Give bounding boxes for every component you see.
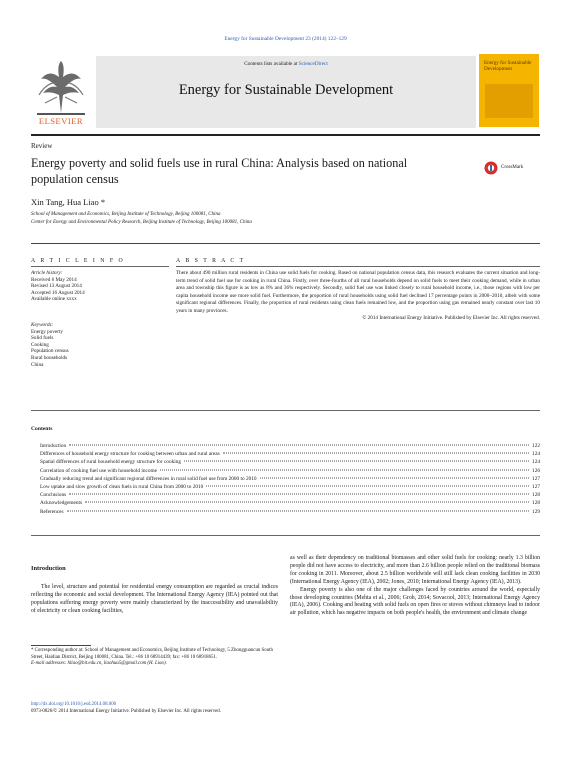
abstract-body: There about 490 million rural residents in China use solid fuels for cooking. Based on national population census data, this research evaluates the current situation and long-term trend of solid fuel use for cooking in rural China. Firstly, over three-fourths of all rural households depend on solid fuels to meet their cooking demand, while in urban area and township this figure is as low as 8% and 36% respectively. Secondly, solid fuel use was linked closely to rural household income, i.e., those regions with low per capita household income use more solid fuel. Furthermore, the proportion of rural households using solid fuel declined 17 percentage points in 2000–2010, albeit with some significant regional differences. Finally, the proportion of rural residents using clean fuels remained low, and the proportion using gas remained nearly constant over last 10 years in many provinces.: [176, 270, 540, 314]
keyword: Solid fuels: [31, 335, 54, 342]
heading-rule: [31, 243, 540, 244]
toc-leader: [69, 445, 529, 446]
introduction-paragraph-1-cont: as well as their dependency on traditional biomasses and other solid fuels for cooking: nearly 1.3 billion people did not have access to electricity, and more than 2.6 billion people relied on the traditional biomass for cooking in 2011. Moreover, about 2.5 billion worldwide will still lack clean cooking facilities in 2030 (International Energy Agency (IEA), 2002; Jones, 2010; International Energy Agency (IEA), 2013).: [290, 555, 540, 585]
table-of-contents: [40, 443, 540, 517]
toc-item-page: 122: [532, 443, 540, 449]
toc-item-page: 129: [532, 508, 540, 515]
toc-item-page: 127: [532, 475, 540, 482]
toc-item-title[interactable]: Introduction: [40, 443, 67, 449]
cover-title: Energy for Sustainable Development: [484, 60, 532, 72]
toc-item-page: 128: [532, 492, 540, 499]
toc-leader: [223, 453, 529, 454]
toc-item[interactable]: [40, 500, 540, 508]
toc-item[interactable]: [40, 509, 540, 517]
toc-item-title[interactable]: References: [40, 508, 64, 515]
toc-item[interactable]: [40, 468, 540, 476]
toc-item-page: 124: [532, 459, 540, 466]
keyword: Rural households: [31, 354, 68, 361]
abstract-rule: [176, 266, 540, 267]
affiliation-2: Center for Energy and Environmental Policy Research, Beijing Institute of Technology, Beijing 100081, China: [31, 220, 252, 225]
contents-prefix: Contents lists available at: [244, 61, 298, 67]
toc-item-title[interactable]: Acknowledgements: [40, 500, 83, 507]
journal-citation-line[interactable]: Energy for Sustainable Development 23 (2014) 122–129: [224, 36, 347, 42]
introduction-paragraph-2: Energy poverty is also one of the major challenges faced by countries around the world, especially those developing countries (Mehta et al., 2006; Groh, 2014; Sovacool, 2013; International Energy Agency (IEA), 2006). Cooking and heating with solid fuels on open fires or stoves without chimneys lead to indoor air pollution, which has negative impacts on both people's health, the environment and climate change: [290, 586, 540, 617]
contents-heading: Contents: [31, 426, 53, 432]
journal-cover-image[interactable]: [479, 54, 539, 127]
toc-item[interactable]: [40, 443, 540, 451]
abstract-copyright: © 2014 International Energy Initiative. Published by Elsevier Inc. All rights reserved.: [362, 315, 540, 321]
crossmark-label: CrossMark: [501, 165, 524, 170]
abstract-heading: A B S T R A C T: [176, 258, 246, 264]
toc-item-page: 128: [532, 500, 540, 507]
keyword: Population census: [31, 348, 69, 355]
header-rule: [31, 134, 540, 136]
article-title: Energy poverty and solid fuels use in rural China: Analysis based on national population census: [31, 156, 408, 186]
contents-rule-bottom: [31, 535, 540, 536]
contents-rule-top: [31, 410, 540, 411]
toc-leader: [67, 510, 530, 511]
contents-available-line: [96, 61, 476, 67]
toc-item-title[interactable]: Gradually reducing trend and significant regional differences in rural solid fuel use from 2000 to 2010: [40, 475, 257, 482]
keyword: Cooking: [31, 341, 49, 348]
abstract: [176, 270, 540, 323]
keywords: [31, 322, 169, 368]
keywords-label: Keywords:: [31, 322, 54, 328]
journal-title: Energy for Sustainable Development: [178, 82, 394, 98]
toc-item-title[interactable]: Correlation of cooking fuel use with household income: [40, 467, 157, 474]
elsevier-logo: [31, 55, 91, 127]
affiliation-1: School of Management and Economics, Beijing Institute of Technology, Beijing 100081, China: [31, 212, 221, 217]
toc-item-title[interactable]: Low uptake and slow growth of clean fuels in rural China from 2000 to 2010: [40, 483, 204, 490]
toc-item-title[interactable]: Spatial differences of rural household energy structure for cooking: [40, 459, 182, 466]
history-accepted: Accepted 16 August 2014: [31, 289, 85, 296]
toc-item[interactable]: [40, 492, 540, 500]
toc-item-title[interactable]: Differences of household energy structure for cooking between urban and rural areas: [40, 451, 220, 458]
page-footer: [31, 702, 331, 715]
toc-item-page: 124: [532, 451, 540, 458]
toc-item-page: 126: [532, 467, 540, 474]
introduction-column-2: [290, 555, 540, 618]
introduction-paragraph-1: The level, structure and potential for residential energy consumption are regarded as crucial indices reflecting the economic and social development. The International Energy Agency (IEA) pointed out that populations suffering energy poverty were mainly characterized by the inaccessibility and unavailability of electricity or clean cooking facilities,: [31, 584, 278, 614]
history-received: Received 6 May 2014: [31, 276, 77, 283]
history-label: Article history:: [31, 270, 63, 276]
history-revised: Revised 13 August 2014: [31, 283, 82, 290]
toc-leader: [85, 502, 529, 503]
issn-copyright: 0973-0826/© 2014 International Energy Initiative. Published by Elsevier Inc. All rights reserved.: [31, 708, 221, 714]
crossmark-icon: [484, 161, 498, 175]
footnote-text: * Corresponding author at: School of Management and Economics, Beijing Institute of Technology, 5 Zhongguancun South Street, Haidian District, Beijing 100081, China. Tel.: +86 10 68914439; fax: +86 10 68918651.: [31, 648, 273, 660]
introduction-heading: Introduction: [31, 565, 66, 572]
keyword: China: [31, 361, 44, 368]
toc-item[interactable]: [40, 484, 540, 492]
toc-leader: [206, 485, 529, 486]
history-online: Available online xxxx: [31, 296, 77, 303]
cover-artwork: [485, 84, 533, 118]
toc-leader: [160, 469, 529, 470]
footnote-rule: [31, 645, 91, 646]
toc-item[interactable]: [40, 459, 540, 467]
article-info-rule: [31, 266, 169, 267]
keyword: Energy poverty: [31, 328, 64, 335]
corresponding-author-footnote: [31, 648, 278, 668]
sciencedirect-link[interactable]: ScienceDirect: [298, 61, 328, 67]
toc-item-page: 127: [532, 483, 540, 490]
author-emails[interactable]: E-mail addresses: hliao@bit.edu.cn, liaohua5@gmail.com (H. Liao).: [31, 661, 167, 667]
crossmark-badge[interactable]: [484, 160, 539, 176]
authors: Xin Tang, Hua Liao *: [31, 197, 106, 207]
article-info-heading: A R T I C L E I N F O: [31, 258, 125, 264]
article-history: [31, 270, 169, 303]
toc-item-title[interactable]: Conclusions: [40, 492, 67, 499]
toc-item[interactable]: [40, 476, 540, 484]
toc-leader: [184, 461, 529, 462]
toc-leader: [69, 494, 529, 495]
toc-leader: [260, 477, 529, 478]
doi-link[interactable]: http://dx.doi.org/10.1016/j.esd.2014.08.006: [31, 702, 117, 707]
elsevier-wordmark: ELSEVIER: [38, 116, 84, 126]
article-type: Review: [31, 142, 53, 150]
